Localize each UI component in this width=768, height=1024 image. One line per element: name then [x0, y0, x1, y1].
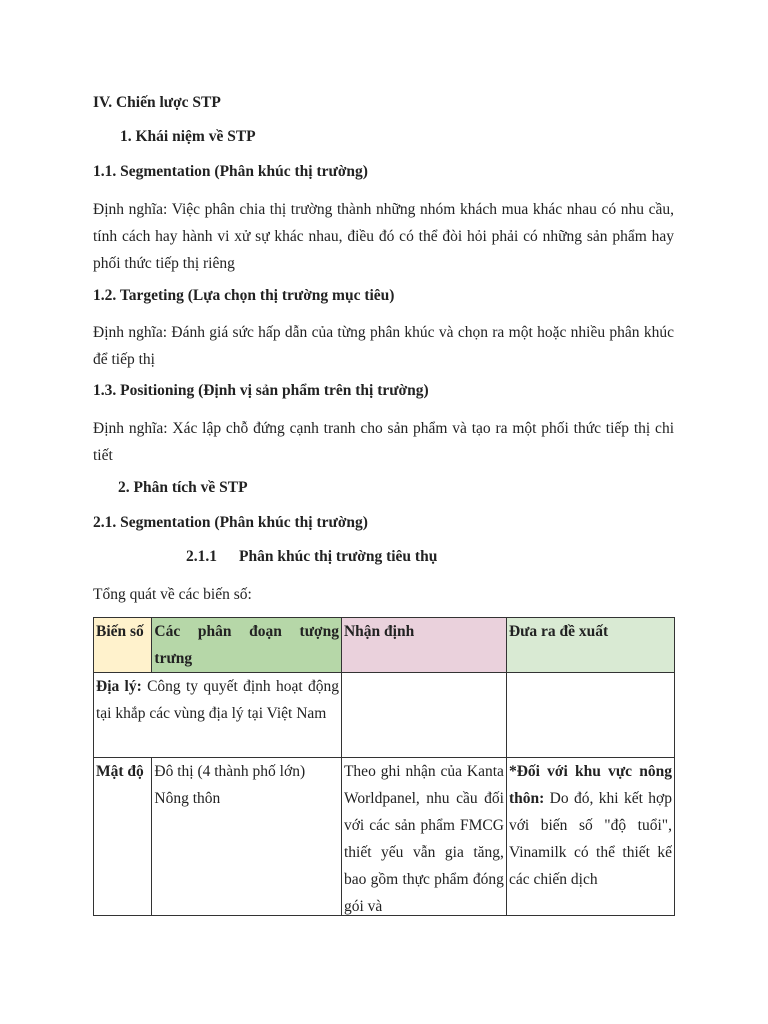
- heading-2-1-segmentation: 2.1. Segmentation (Phân khúc thị trường): [93, 514, 368, 531]
- density-assessment-text: Theo ghi nhận của Kanta Worldpanel, nhu cầu đối với các sản phẩm FMCG thiết yếu vẫn gia tăng, bao gồm thực phẩm đóng gói và: [343, 763, 504, 915]
- proposal-text: Do đó, khi kết hợp với biến số "độ tuổi", Vinamilk có thể thiết kế các chiến dịch: [508, 790, 672, 888]
- density-proposal: [509, 758, 672, 915]
- table-row: [94, 673, 675, 758]
- table-cell-density-segments: [152, 758, 342, 916]
- row-variable-label: Mật độ: [96, 763, 144, 780]
- heading-2-analysis: 2. Phân tích về STP: [118, 479, 248, 496]
- paragraph-overview: Tổng quát về các biến số:: [93, 586, 252, 603]
- heading-chapter-iv: IV. Chiến lược STP: [93, 94, 221, 111]
- table-cell-proposal-empty: [506, 673, 674, 758]
- paragraph-1-2: Định nghĩa: Đánh giá sức hấp dẫn của từng phân khúc và chọn ra một hoặc nhiều phân khúc để tiếp thị: [93, 324, 674, 368]
- table-cell-density: [94, 758, 152, 916]
- row-variable-label: Địa lý:: [96, 678, 142, 695]
- heading-1-concept: 1. Khái niệm về STP: [120, 128, 256, 145]
- heading-2-1-1-number: 2.1.1: [186, 548, 217, 565]
- row-segment-text: Công ty quyết định hoạt động tại khắp các vùng địa lý tại Việt Nam: [96, 678, 339, 722]
- segment-urban: Đô thị (4 thành phố lớn): [154, 763, 306, 780]
- table-cell-density-proposal: [506, 758, 674, 916]
- table-cell-density-assessment: [341, 758, 506, 916]
- density-segments: [154, 758, 339, 915]
- heading-1-1-segmentation: 1.1. Segmentation (Phân khúc thị trường): [93, 163, 368, 180]
- table-cell-assessment-empty: [341, 673, 506, 758]
- segment-rural: Nông thôn: [154, 790, 221, 807]
- header-proposal: Đưa ra đề xuất: [506, 618, 674, 673]
- header-assessment: Nhận định: [341, 618, 506, 673]
- paragraph-1-1: Định nghĩa: Việc phân chia thị trường thành những nhóm khách mua khác nhau có nhu cầu, tính cách hay hành vi xử sự khác nhau, điều đó có thể đòi hỏi phải có những sản phẩm hay phối thức tiếp thị riêng: [93, 201, 674, 272]
- proposal-rural-heading: *Đối với khu vực nông thôn:: [508, 763, 672, 807]
- header-segments: Các phân đoạn tượng trưng: [152, 618, 342, 673]
- heading-1-2-targeting: 1.2. Targeting (Lựa chọn thị trường mục tiêu): [93, 287, 395, 304]
- paragraph-1-3: Định nghĩa: Xác lập chỗ đứng cạnh tranh cho sản phẩm và tạo ra một phối thức tiếp thị chi tiết: [93, 420, 674, 464]
- header-variable: Biến số: [94, 618, 152, 673]
- variables-table: [93, 617, 675, 916]
- heading-2-1-1: [186, 548, 437, 566]
- table-header-row: [94, 618, 675, 673]
- heading-2-1-1-text: Phân khúc thị trường tiêu thụ: [239, 548, 438, 565]
- table-cell-geography: [94, 673, 342, 758]
- heading-1-3-positioning: 1.3. Positioning (Định vị sản phẩm trên thị trường): [93, 382, 429, 399]
- table-row: [94, 758, 675, 916]
